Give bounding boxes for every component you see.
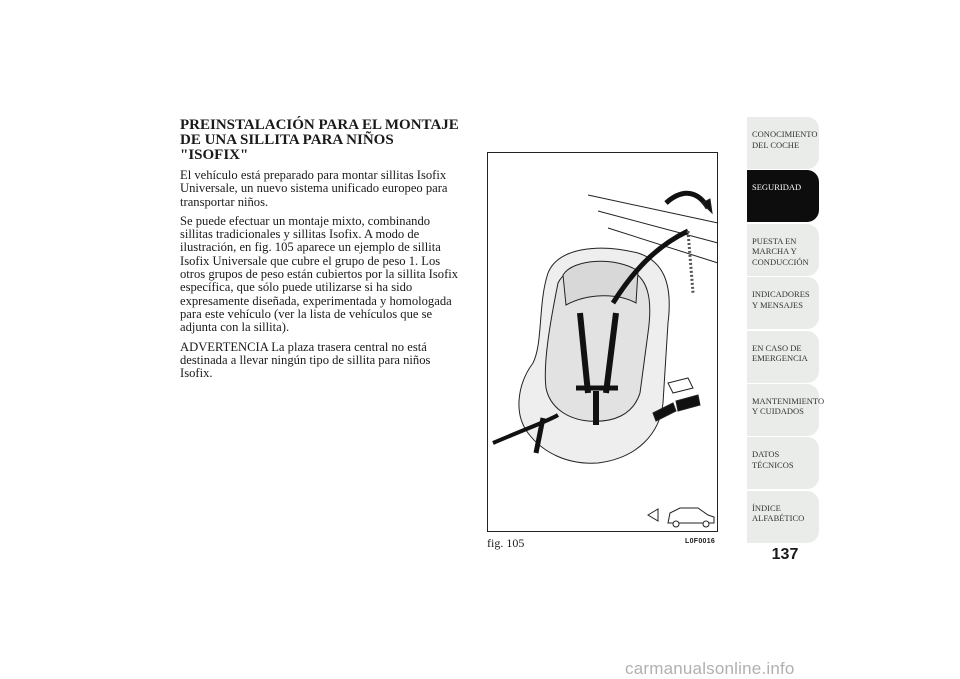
paragraph-intro: El vehículo está preparado para montar sillitas Isofix Universale, un nuevo sistema unificado europeo para transportar niños. (180, 168, 448, 209)
child-seat-illustration (488, 153, 719, 533)
paragraph-warning: ADVERTENCIA La plaza trasera central no está destinada a llevar ningún tipo de sillita para niños Isofix. (180, 339, 431, 381)
watermark: carmanualsonline.info (625, 659, 795, 678)
tab-en-caso-de-emergencia[interactable]: EN CASO DE EMERGENCIA (747, 331, 819, 383)
figure-105 (487, 152, 718, 532)
figure-code: L0F0016 (685, 538, 716, 545)
tab-conocimiento-del-coche[interactable]: CONOCIMIENTO DEL COCHE (747, 117, 819, 169)
chapter-tabs (747, 117, 825, 544)
tab-indicadores-y-mensajes[interactable]: INDICADORES Y MENSAJES (747, 277, 819, 329)
tab-datos-tecnicos[interactable]: DATOS TÉCNICOS (747, 437, 819, 489)
page-number: 137 (771, 546, 799, 563)
tab-seguridad[interactable]: SEGURIDAD (747, 170, 819, 222)
arrow-left-icon (648, 509, 658, 521)
tab-puesta-en-marcha[interactable]: PUESTA EN MARCHA Y CONDUCCIÓN (747, 224, 819, 276)
tab-indice-alfabetico[interactable]: ÍNDICE ALFABÉTICO (747, 491, 819, 543)
car-icon (668, 508, 714, 527)
figure-caption: fig. 105 (487, 536, 525, 550)
tab-mantenimiento-y-cuidados[interactable]: MANTENIMIENTO Y CUIDADOS (747, 384, 819, 436)
paragraph-mixed-mounting: Se puede efectuar un montaje mixto, combinando sillitas tradicionales y sillitas Isofix. A modo de ilustración, en fig. 105 aparece un ejemplo de sillita Isofix Universale que cubre el grupo de peso 1. Los otros grupos de peso están cubiertos por la sillita Isofix específica, que sólo puede utilizarse si ha sido expresamente diseñada, experimentada y homologada para este vehículo (ver la lista de vehículos que se adjunta con la sillita). (180, 213, 459, 335)
body-text (180, 169, 460, 386)
section-title: PREINSTALACIÓN PARA EL MONTAJE DE UNA SILLITA PARA NIÑOS "ISOFIX" (180, 117, 459, 163)
